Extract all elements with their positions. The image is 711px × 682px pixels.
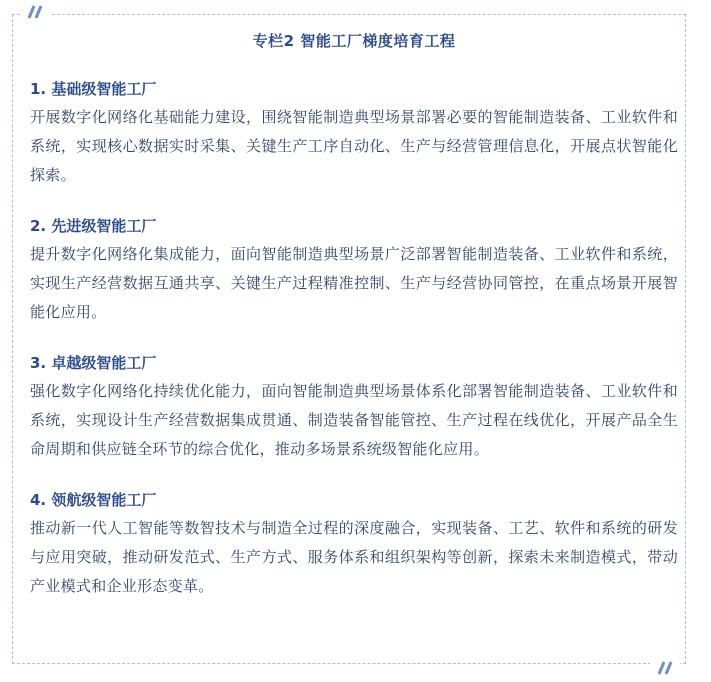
section-body: 强化数字化网络化持续优化能力，面向智能制造典型场景体系化部署智能制造装备、工业软件和系统，实现设计生产经营数据集成贯通、制造装备智能管控、生产过程在线优化，开展产品全生命周期和供应链全环节的综合优化，推动多场景系统级智能化应用。 <box>30 382 678 458</box>
column-title: 专栏2 智能工厂梯度培育工程 <box>252 32 456 50</box>
section-leading <box>30 490 678 601</box>
section-body: 推动新一代人工智能等数智技术与制造全过程的深度融合，实现装备、工艺、软件和系统的研发与应用突破，推动研发范式、生产方式、服务体系和组织架构等创新，探索未来制造模式，带动产业模式和企业形态变革。 <box>30 519 678 595</box>
column-content <box>30 30 678 627</box>
bottom-right-slash-icon <box>650 660 680 676</box>
section-heading: 1. 基础级智能工厂 <box>30 80 157 98</box>
section-heading: 4. 领航级智能工厂 <box>30 491 157 509</box>
section-heading: 2. 先进级智能工厂 <box>30 217 157 235</box>
top-left-slash-icon <box>20 4 50 20</box>
section-basic <box>30 79 678 190</box>
section-body: 开展数字化网络化基础能力建设，围绕智能制造典型场景部署必要的智能制造装备、工业软件和系统，实现核心数据实时采集、关键生产工序自动化、生产与经营管理信息化，开展点状智能化探索。 <box>30 108 678 184</box>
section-body: 提升数字化网络化集成能力，面向智能制造典型场景广泛部署智能制造装备、工业软件和系统，实现生产经营数据互通共享、关键生产过程精准控制、生产与经营协同管控，在重点场景开展智能化应用。 <box>30 245 678 321</box>
section-heading: 3. 卓越级智能工厂 <box>30 354 157 372</box>
section-advanced <box>30 216 678 327</box>
section-excellent <box>30 353 678 464</box>
